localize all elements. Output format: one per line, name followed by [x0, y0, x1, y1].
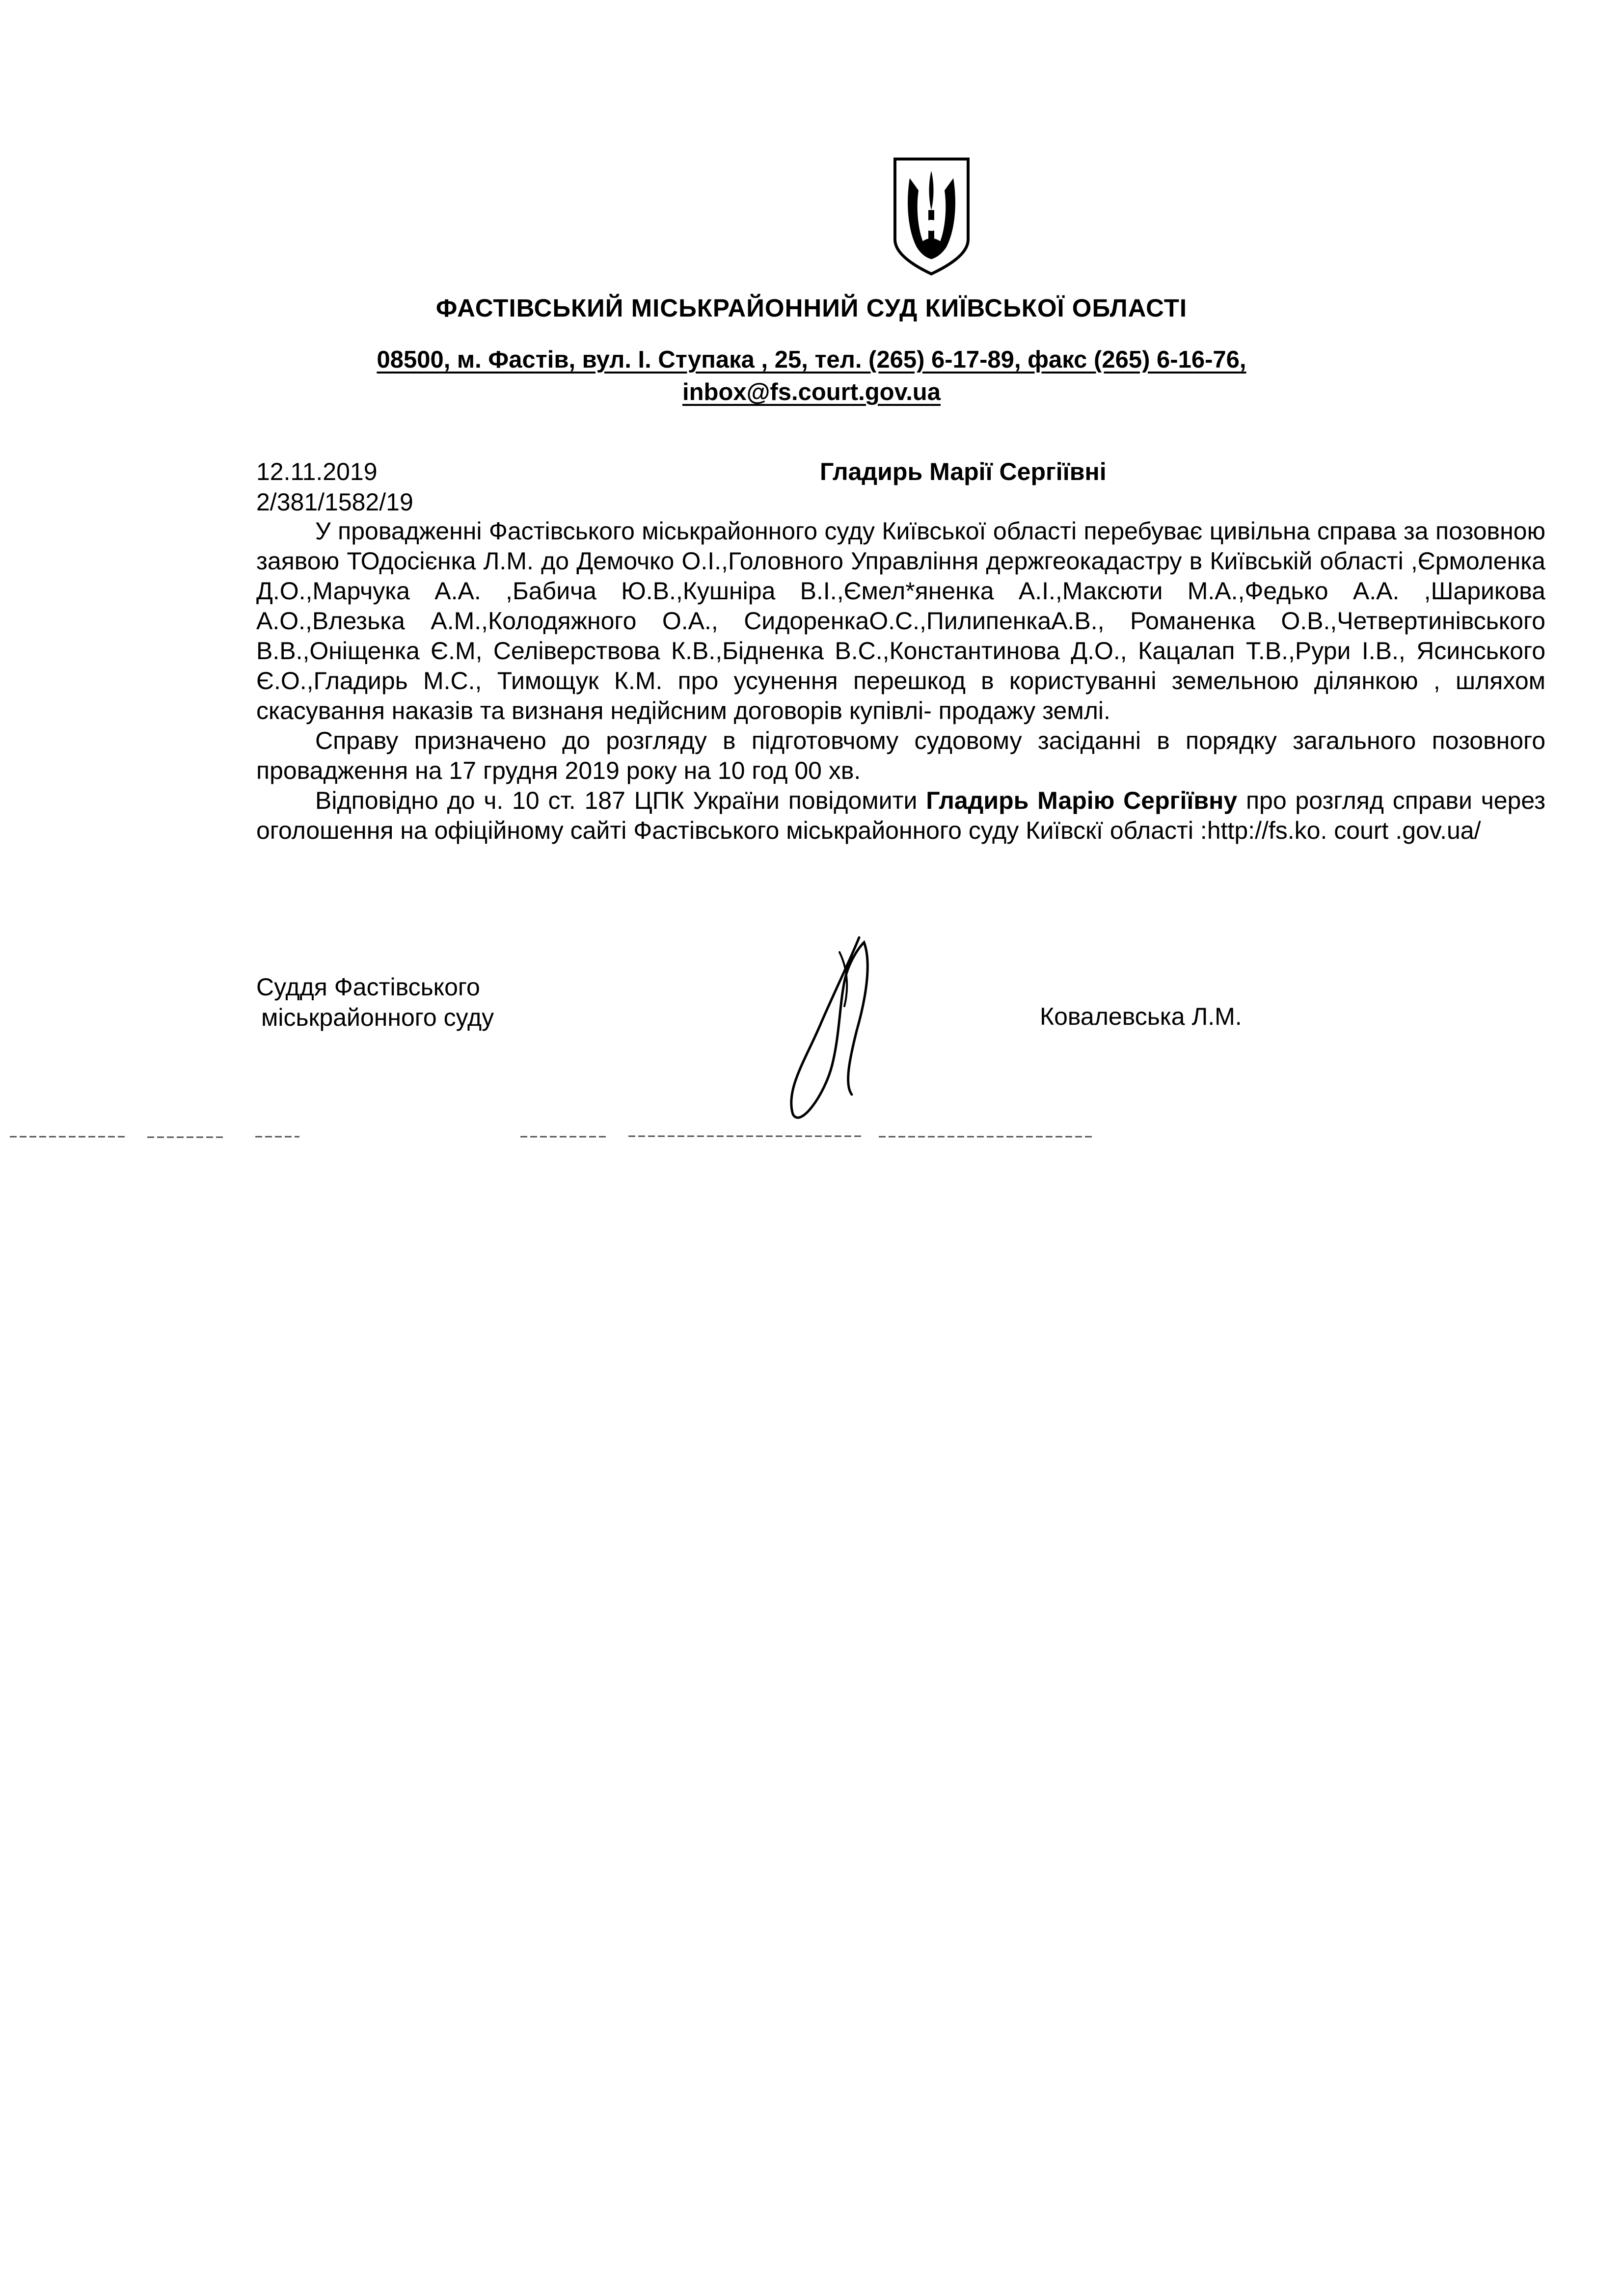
judge-title: Суддя Фастівського міськрайонного суду	[256, 973, 494, 1031]
case-number: 2/381/1582/19	[256, 488, 413, 516]
paragraph-notice: Відповідно до ч. 10 ст. 187 ЦПК України повідомити Гладирь Марію Сергіївну про розгляд справи через оголошення на офіційному сайті Фастівського міськрайонного суду Київскї області :http://fs.ko. court .gov.ua/	[256, 787, 1546, 844]
handwritten-signature	[766, 933, 913, 1129]
address-line: 08500, м. Фастів, вул. І. Ступака , 25, тел. (265) 6-17-89, факс (265) 6-16-76,	[377, 347, 1246, 373]
court-name: ФАСТІВСЬКИЙ МІСЬКРАЙОННИЙ СУД КИЇВСЬКОЇ ОБЛАСТІ	[435, 294, 1188, 322]
document-date: 12.11.2019	[256, 458, 378, 485]
court-address	[0, 344, 1623, 408]
judge-name: Ковалевська Л.М.	[1040, 1003, 1242, 1030]
notified-person: Гладирь Марію Сергіївну	[926, 787, 1238, 814]
letter-body	[256, 516, 1545, 846]
paragraph-hearing: Справу призначено до розгляду в підготовчому судовому засіданні в порядку загального позовного провадження на 17 грудня 2019 року на 10 год 00 хв.	[256, 727, 1545, 784]
scan-artifact-line	[0, 1134, 1129, 1140]
paragraph-case: У провадженні Фастівського міськрайонного суду Київської області перебуває цивільна справа за позовною заявою ТОдосієнка Л.М. до Демочко О.І.,Головного Управління держгеокадастру в Київській області ,Єрмоленка Д.О.,Марчука А.А. ,Бабича Ю.В.,Кушніра В.І.,Ємел*яненка А.І.,Максюти М.А.,Федько А.А. ,Шарикова А.О.,Влезька А.М.,Колодяжного О.А., СидоренкаО.С.,ПилипенкаА.В., Романенка О.В.,Четвертинівського В.В.,Оніщенка Є.М, Селіверствова К.В.,Бідненка В.С.,Константинова Д.О., Кацалап Т.В.,Рури І.В., Ясинського Є.О.,Гладирь М.С., Тимощук К.М. про усунення перешкод в користуванні земельною ділянкою , шляхом скасування наказів та визнаня недійсним договорів купівлі- продажу землі.	[256, 517, 1545, 724]
court-email: inbox@fs.court.gov.ua	[682, 379, 941, 405]
addressee: Гладирь Марії Сергіївні	[820, 458, 1107, 485]
trident-emblem-icon	[891, 156, 972, 276]
